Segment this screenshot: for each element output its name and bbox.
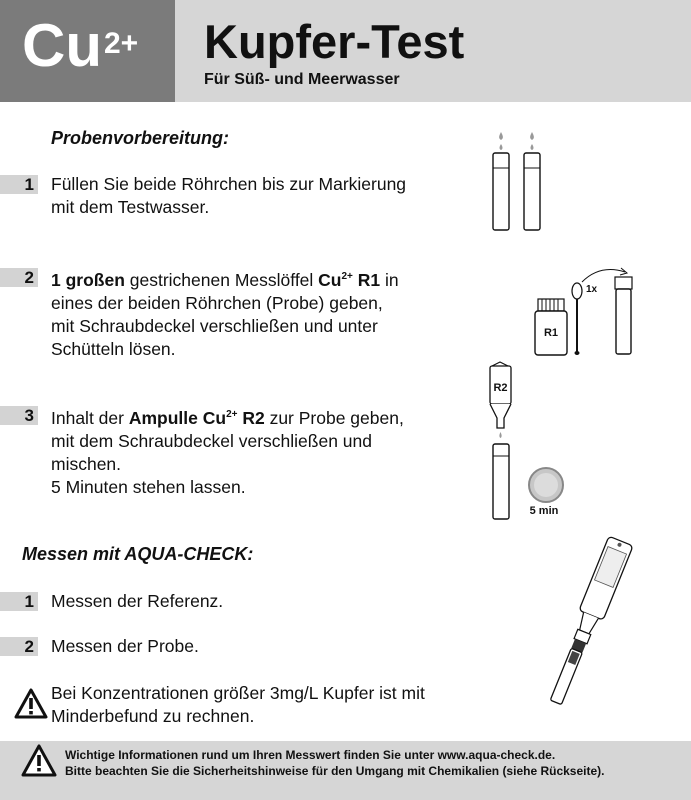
two-tubes-illustration [486,128,546,234]
measure-heading: Messen mit AQUA-CHECK: [22,544,254,564]
prep-heading: Probenvorbereitung: [51,128,230,148]
r2-label: R2 [493,382,508,394]
r1-label: R1 [543,327,559,339]
footer-banner [0,741,691,800]
prep-step-3-number: 3 [0,406,38,425]
measure-step-2-number: 2 [0,637,38,656]
r2-ampoule-timer-illustration [486,360,576,524]
ion-box [0,0,175,102]
footer-text: Wichtige Informationen rund um Ihren Messwert finden Sie unter www.aqua-check.de. Bitte beachten Sie die Sicherheitshinweise für den Umgang mit Chemikalien (siehe Rückseite). [65,748,605,778]
prep-step-2-number: 2 [0,268,38,287]
ion-charge: 2+ [103,27,139,60]
prep-step-3-text: Inhalt der Ampulle $Cu^{2+}$ R2 zur Probe geben, mit dem Schraubdeckel verschließen und mischen. 5 Minuten stehen lassen. [51,407,404,497]
page-subtitle: Für Süß- und Meerwasser [204,71,400,88]
prep-step-1-number: 1 [0,175,38,194]
warning-icon [14,688,48,720]
spoon-count-label: 1x [586,284,598,295]
warning-text: Bei Konzentrationen größer 3mg/L Kupfer ist mit Minderbefund zu rechnen. [51,683,425,726]
ion-symbol: $Cu^{2+}$ [22,12,139,79]
r1-spoon-illustration [530,262,640,360]
header-banner [0,0,691,102]
prep-step-1-text: Füllen Sie beide Röhrchen bis zur Markierung mit dem Testwasser. [51,174,407,217]
prep-step-2-text: 1 großen gestrichenen Messlöffel $Cu^{2+}$ R1 in eines der beiden Röhrchen (Probe) geben, mit Schraubdeckel verschließen und unter Schütteln lösen. [51,269,399,359]
measure-step-2-text: Messen der Probe. [51,636,199,656]
aqua-check-device-illustration [538,530,638,720]
measure-step-1-number: 1 [0,592,38,611]
page-title: Kupfer-Test [204,15,465,68]
timer-label: 5 min [529,505,559,517]
measure-step-1-text: Messen der Referenz. [51,591,224,611]
footer-warning-icon [21,744,57,778]
